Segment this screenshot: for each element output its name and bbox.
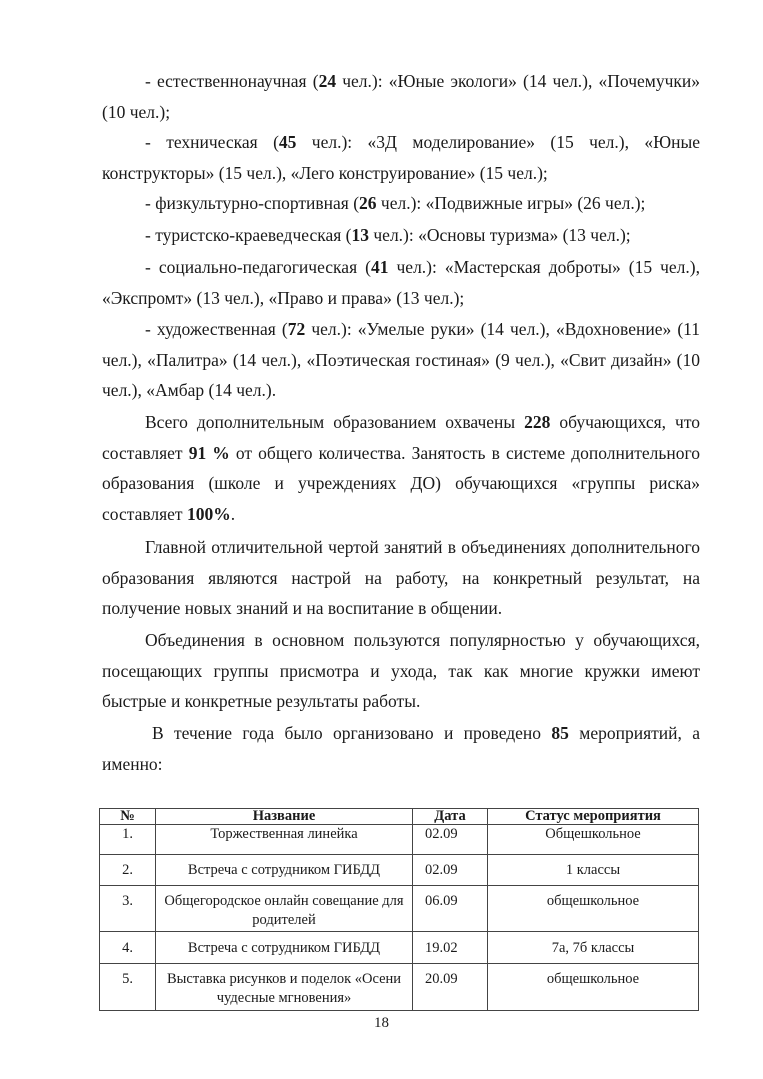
cell-status: общешкольное bbox=[488, 886, 699, 932]
cell-status: общешкольное bbox=[488, 964, 699, 1011]
cell-name: Выставка рисунков и поделок «Осени чудесные мгновения» bbox=[156, 964, 413, 1011]
cell-num: 1. bbox=[100, 825, 156, 855]
paragraph-tourism: - туристско-краеведческая (13 чел.): «Основы туризма» (13 чел.); bbox=[145, 225, 631, 245]
header-num: № bbox=[100, 809, 156, 825]
paragraph-technical: - техническая (45 чел.): «3Д моделирование» (15 чел.), «Юные конструкторы» (15 чел.), «Лего конструирование» (15 чел.); bbox=[102, 132, 700, 183]
cell-status: Общешкольное bbox=[488, 825, 699, 855]
table-row bbox=[100, 964, 699, 1011]
cell-num: 3. bbox=[100, 886, 156, 932]
header-status: Статус мероприятия bbox=[488, 809, 699, 825]
paragraph-artistic: - художественная (72 чел.): «Умелые руки» (14 чел.), «Вдохновение» (11 чел.), «Палитра» (14 чел.), «Поэтическая гостиная» (9 чел.), «Свит дизайн» (10 чел.), «Амбар (14 чел.). bbox=[102, 319, 700, 400]
paragraph-social-pedagogical: - социально-педагогическая (41 чел.): «Мастерская доброты» (15 чел.), «Экспромт» (13 чел.), «Право и права» (13 чел.); bbox=[102, 257, 700, 308]
header-name: Название bbox=[156, 809, 413, 825]
paragraph-natural-science: - естественнонаучная (24 чел.): «Юные экологи» (14 чел.), «Почемучки» (10 чел.); bbox=[102, 71, 700, 122]
table-row bbox=[100, 825, 699, 855]
events-table bbox=[99, 808, 699, 1011]
table-row bbox=[100, 932, 699, 964]
cell-num: 2. bbox=[100, 855, 156, 886]
table-header-row bbox=[100, 809, 699, 825]
cell-name: Общегородское онлайн совещание для родителей bbox=[156, 886, 413, 932]
paragraph-events-intro: В течение года было организовано и проведено 85 мероприятий, а именно: bbox=[102, 723, 700, 774]
paragraph-total-coverage: Всего дополнительным образованием охвачены 228 обучающихся, что составляет 91 % от общего количества. Занятость в системе дополнительного образования (школе и учреждениях ДО) обучающихся «группы риска» составляет 100%. bbox=[102, 412, 700, 524]
cell-status: 7а, 7б классы bbox=[488, 932, 699, 964]
cell-date: 02.09 bbox=[413, 855, 488, 886]
cell-status: 1 классы bbox=[488, 855, 699, 886]
cell-name: Торжественная линейка bbox=[156, 825, 413, 855]
cell-date: 06.09 bbox=[413, 886, 488, 932]
paragraph-sports: - физкультурно-спортивная (26 чел.): «Подвижные игры» (26 чел.); bbox=[145, 193, 646, 213]
cell-date: 19.02 bbox=[413, 932, 488, 964]
page-number: 18 bbox=[374, 1015, 389, 1031]
cell-num: 5. bbox=[100, 964, 156, 1011]
table-row bbox=[100, 855, 699, 886]
paragraph-main-feature: Главной отличительной чертой занятий в объединениях дополнительного образования являются настрой на работу, на конкретный результат, на получение новых знаний и на воспитание в общении. bbox=[102, 537, 700, 618]
cell-name: Встреча с сотрудником ГИБДД bbox=[156, 932, 413, 964]
table-row bbox=[100, 886, 699, 932]
cell-name: Встреча с сотрудником ГИБДД bbox=[156, 855, 413, 886]
cell-date: 20.09 bbox=[413, 964, 488, 1011]
cell-date: 02.09 bbox=[413, 825, 488, 855]
cell-num: 4. bbox=[100, 932, 156, 964]
paragraph-popularity: Объединения в основном пользуются популярностью у обучающихся, посещающих группы присмотра и ухода, так как многие кружки имеют быстрые и конкретные результаты работы. bbox=[102, 630, 700, 711]
header-date: Дата bbox=[413, 809, 488, 825]
